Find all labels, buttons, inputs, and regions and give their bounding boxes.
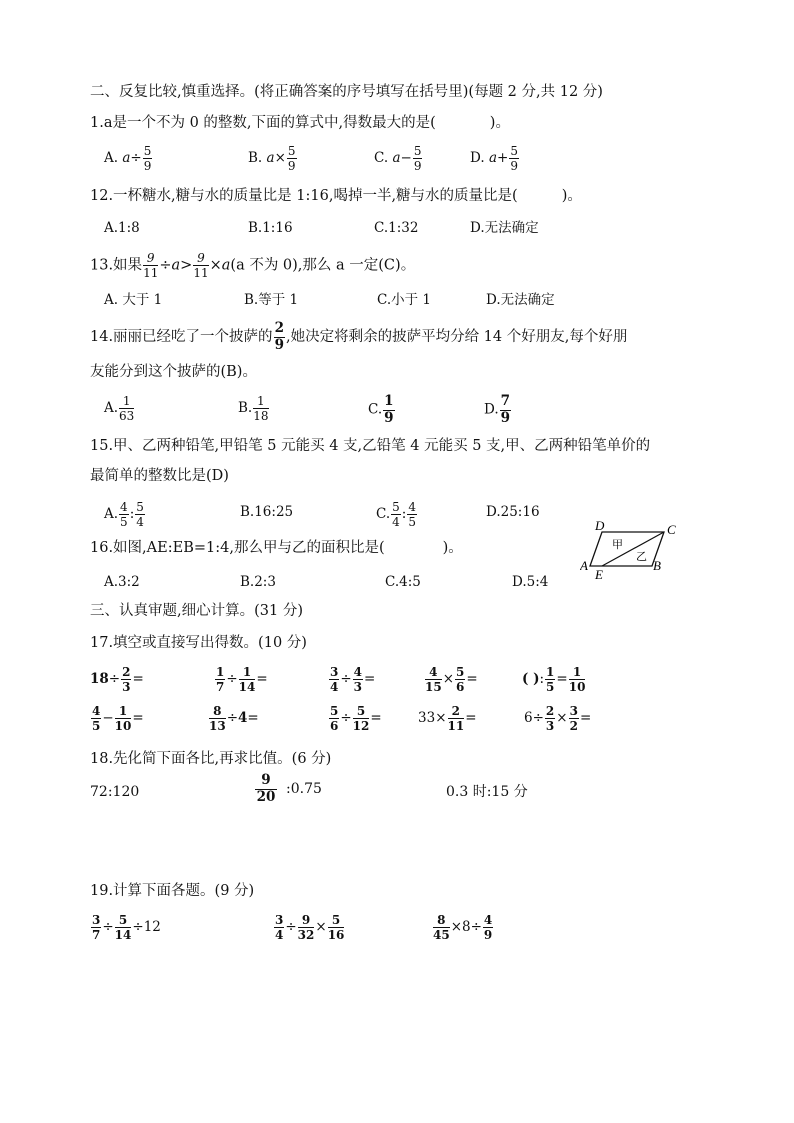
operator: = [466, 671, 478, 687]
numerator: 4 [483, 913, 493, 927]
numerator: 4 [353, 665, 363, 679]
numerator: 1 [384, 393, 394, 409]
number: 8 [462, 919, 471, 935]
operator: × [442, 671, 455, 687]
question-13-post: (a 不为 0),那么 a 一定(C)。 [230, 257, 416, 274]
question-15-line-2: 最简单的整数比是(D) [90, 468, 229, 484]
operator: = [256, 671, 268, 687]
question-12-stem: 12.一杯糖水,糖与水的质量比是 1:16,喝掉一半,糖与水的质量比是( [90, 188, 518, 204]
denominator: 13 [209, 719, 226, 733]
fraction [328, 914, 345, 941]
label-jia: 甲 [612, 538, 623, 551]
numerator: 4 [120, 500, 128, 514]
numerator: 5 [392, 500, 400, 514]
fraction [483, 914, 493, 941]
numerator: 3 [569, 704, 578, 718]
question-16-stem: 16.如图,AE:EB=1:4,那么甲与乙的面积比是( [90, 540, 385, 556]
numerator: 5 [115, 914, 132, 928]
fraction [274, 322, 285, 352]
operator: ÷ [102, 919, 114, 935]
fraction [209, 705, 226, 732]
option-14a [104, 395, 135, 422]
var-a: a [266, 150, 275, 166]
question-13-pre: 13.如果 [90, 257, 143, 274]
option-label: D. [484, 401, 499, 418]
operator: − [400, 150, 412, 166]
fraction [143, 145, 153, 172]
numerator: 9 [193, 252, 208, 266]
operator: ÷ [159, 257, 172, 274]
denominator: 5 [92, 719, 101, 733]
fraction [255, 774, 277, 804]
operator: = [247, 710, 259, 726]
denominator: 45 [433, 928, 450, 942]
numerator: 3 [275, 913, 284, 927]
denominator: 6 [456, 680, 465, 694]
option-13b: B.等于 1 [244, 292, 299, 308]
denominator: 5 [408, 515, 416, 529]
numerator: 4 [92, 704, 101, 718]
label-c: C [667, 522, 676, 537]
numerator: 5 [510, 144, 518, 158]
denominator: 14 [238, 680, 256, 694]
operator: = [465, 710, 477, 726]
operator: + [497, 150, 509, 166]
operator: ÷ [470, 919, 482, 935]
fraction [569, 705, 579, 732]
fraction [569, 666, 586, 693]
numerator: 1 [569, 666, 586, 680]
question-1-tail: )。 [489, 115, 510, 131]
calc-17-1 [90, 666, 144, 693]
numerator: 1 [216, 665, 225, 679]
denominator: 9 [500, 409, 511, 426]
denominator: 7 [216, 680, 225, 694]
var-a: a [488, 150, 497, 166]
option-1b [248, 145, 298, 172]
question-16-tail: )。 [442, 540, 463, 556]
option-label: C. [374, 150, 389, 166]
option-label: A. [104, 506, 119, 522]
numerator: 3 [330, 665, 339, 679]
calc-17-6 [90, 705, 144, 732]
parallelogram-figure [580, 518, 690, 582]
question-19-heading: 19.计算下面各题。(9 分) [90, 883, 255, 899]
denominator: 15 [425, 680, 442, 694]
operator: = [579, 710, 592, 726]
question-18-heading: 18.先化简下面各比,再求比值。(6 分) [90, 751, 332, 767]
denominator: 5 [546, 680, 555, 694]
calc-19-2 [273, 914, 345, 941]
fraction [298, 914, 315, 941]
number: 6 [524, 710, 533, 726]
numerator: 4 [408, 500, 416, 514]
number: 12 [143, 919, 161, 935]
option-label: D. [470, 150, 485, 166]
question-1 [90, 113, 510, 133]
calc-17-9 [418, 705, 477, 732]
var-a: a [171, 257, 181, 274]
fraction [455, 666, 465, 693]
section-2-heading: 二、反复比较,慎重选择。(将正确答案的序号填写在括号里)(每题 2 分,共 12 分) [90, 84, 603, 100]
var-a: a [392, 150, 401, 166]
calc-17-5 [522, 666, 586, 693]
question-12 [90, 186, 582, 206]
label-yi: 乙 [636, 550, 647, 563]
operator: = [132, 710, 144, 726]
numerator: 5 [143, 144, 152, 158]
fraction [407, 501, 417, 528]
operator: ÷ [132, 919, 144, 935]
option-15c [376, 501, 418, 528]
calc-17-3 [328, 666, 375, 693]
option-16b: B.2:3 [240, 574, 276, 590]
calc-19-1 [90, 914, 161, 941]
fraction [545, 666, 555, 693]
operator: ÷ [285, 919, 297, 935]
calc-17-4 [424, 666, 478, 693]
denominator: 14 [114, 928, 132, 942]
operator: × [435, 710, 447, 726]
numerator: 3 [92, 913, 101, 927]
label-b: B [653, 558, 661, 573]
operator: = [556, 671, 568, 687]
fraction [239, 666, 256, 693]
numerator: 8 [209, 705, 226, 719]
denominator: 3 [122, 680, 131, 694]
question-14-post: ,她决定将剩余的披萨平均分给 14 个好朋友,每个好朋 [285, 329, 628, 345]
option-15b: B.16:25 [240, 504, 294, 520]
numerator: 5 [456, 665, 465, 679]
option-label: A. [104, 150, 119, 166]
denominator: 4 [136, 515, 144, 529]
denominator: 10 [568, 680, 586, 694]
question-1-stem: 1.a是一个不为 0 的整数,下面的算式中,得数最大的是( [90, 115, 436, 131]
operator: − [102, 710, 114, 726]
fraction [115, 914, 132, 941]
operator: ÷ [340, 710, 352, 726]
denominator: 5 [120, 515, 128, 529]
operator: : [401, 506, 407, 522]
fraction [287, 145, 297, 172]
option-14c [368, 395, 396, 425]
option-12b: B.1:16 [248, 220, 293, 236]
operator: × [315, 919, 327, 935]
fraction [383, 395, 394, 425]
option-1c [374, 145, 423, 172]
fraction [253, 395, 268, 422]
numerator: 8 [433, 914, 450, 928]
question-14-pre: 14.丽丽已经吃了一个披萨的 [90, 329, 273, 345]
fraction [119, 501, 129, 528]
denominator: 12 [352, 719, 370, 733]
option-label: C. [376, 506, 391, 522]
option-13c: C.小于 1 [377, 292, 432, 308]
numerator: 5 [136, 500, 144, 514]
number: 33 [418, 710, 436, 726]
operator: ÷ [532, 710, 544, 726]
fraction [353, 666, 363, 693]
fraction [509, 145, 519, 172]
denominator: 4 [392, 515, 400, 529]
fraction [193, 252, 208, 279]
question-14-line-1 [90, 322, 627, 352]
question-16 [90, 538, 463, 558]
operator: × [209, 257, 222, 274]
numerator: 1 [119, 395, 134, 409]
numerator: 1 [253, 395, 268, 409]
option-16a: A.3:2 [104, 574, 140, 590]
number: 18 [90, 671, 109, 687]
operator: × [450, 919, 463, 935]
option-16d: D.5:4 [512, 574, 549, 590]
denominator: 20 [256, 788, 276, 805]
denominator: 18 [253, 409, 269, 423]
operator: = [132, 671, 144, 687]
calc-17-8 [328, 705, 382, 732]
denominator: 9 [287, 159, 296, 173]
denominator: 6 [330, 719, 339, 733]
question-13 [90, 252, 415, 279]
fraction [91, 914, 101, 941]
denominator: 4 [330, 680, 339, 694]
question-17-heading: 17.填空或直接写出得数。(10 分) [90, 635, 307, 651]
option-label: A. [104, 400, 119, 416]
fraction [500, 395, 511, 425]
numerator: 4 [425, 666, 442, 680]
fraction [329, 666, 339, 693]
label-e: E [595, 567, 603, 582]
numerator: 1 [115, 705, 132, 719]
answer-blank: ( ) [522, 671, 540, 687]
fraction [545, 705, 555, 732]
numerator: 1 [546, 665, 555, 679]
denominator: 11 [143, 266, 159, 280]
denominator: 3 [545, 719, 555, 733]
denominator: 10 [114, 719, 132, 733]
number: 4 [238, 710, 248, 726]
numerator: 9 [143, 252, 158, 266]
numerator: 5 [330, 704, 339, 718]
calc-17-10 [524, 705, 591, 732]
calc-17-7 [208, 705, 259, 732]
ratio-18b-tail: :0.75 [286, 781, 322, 797]
operator: ÷ [130, 150, 142, 166]
var-a: a [122, 150, 131, 166]
denominator: 9 [274, 336, 284, 353]
option-12d: D.无法确定 [470, 220, 539, 236]
option-15a [104, 501, 146, 528]
numerator: 7 [500, 393, 511, 409]
fraction [135, 501, 145, 528]
option-12a: A.1:8 [104, 220, 140, 236]
numerator: 5 [413, 144, 422, 158]
denominator: 9 [483, 928, 493, 942]
question-12-tail: )。 [561, 188, 582, 204]
numerator: 9 [298, 914, 315, 928]
denominator: 4 [275, 928, 284, 942]
calc-19-3 [432, 914, 494, 941]
calc-17-2 [214, 666, 268, 693]
option-12c: C.1:32 [374, 220, 419, 236]
fraction [329, 705, 339, 732]
operator: : [129, 506, 135, 522]
operator: = [370, 710, 382, 726]
option-13d: D.无法确定 [486, 292, 555, 308]
option-label: B. [248, 150, 263, 166]
denominator: 16 [327, 928, 345, 942]
operator: ÷ [226, 671, 238, 687]
option-16c: C.4:5 [385, 574, 421, 590]
denominator: 9 [384, 409, 394, 426]
fraction [215, 666, 225, 693]
denominator: 9 [143, 159, 152, 173]
fraction [115, 705, 132, 732]
fraction [448, 705, 465, 732]
fraction [425, 666, 442, 693]
fraction [119, 395, 134, 422]
denominator: 63 [119, 409, 135, 423]
numerator: 1 [239, 666, 256, 680]
option-label: B. [238, 400, 253, 416]
operator: × [274, 150, 286, 166]
numerator: 2 [545, 704, 555, 718]
numerator: 5 [328, 914, 345, 928]
denominator: 3 [353, 680, 363, 694]
denominator: 7 [92, 928, 101, 942]
fraction [274, 914, 284, 941]
denominator: 11 [193, 266, 209, 280]
label-d: D [595, 518, 605, 533]
denominator: 32 [297, 928, 315, 942]
operator: ÷ [340, 671, 352, 687]
question-14-line-2: 友能分到这个披萨的(B)。 [90, 364, 257, 380]
denominator: 9 [510, 159, 518, 173]
fraction [143, 252, 158, 279]
numerator: 2 [122, 665, 131, 679]
operator: ÷ [226, 710, 239, 726]
operator: ÷ [108, 671, 121, 687]
fraction [391, 501, 401, 528]
ratio-18b [254, 774, 322, 804]
operator: × [556, 710, 568, 726]
question-15-line-1: 15.甲、乙两种铅笔,甲铅笔 5 元能买 4 支,乙铅笔 4 元能买 5 支,甲、乙两种铅笔单价的 [90, 438, 651, 454]
denominator: 9 [413, 159, 422, 173]
numerator: 5 [353, 705, 370, 719]
option-14b [238, 395, 270, 422]
label-a: A [580, 558, 588, 573]
option-1a [104, 145, 153, 172]
operator: : [539, 671, 545, 687]
var-a: a [221, 257, 231, 274]
fraction [121, 666, 131, 693]
option-13a: A. 大于 1 [104, 292, 163, 308]
ratio-18a: 72:120 [90, 784, 140, 800]
fraction [353, 705, 370, 732]
numerator: 2 [274, 320, 284, 336]
operator: > [180, 257, 193, 274]
fraction [413, 145, 423, 172]
option-15d: D.25:16 [486, 504, 540, 520]
option-1d [470, 145, 520, 172]
option-14d [484, 395, 512, 425]
operator: = [364, 671, 376, 687]
denominator: 2 [569, 719, 578, 733]
option-label: C. [368, 401, 383, 418]
numerator: 2 [448, 705, 465, 719]
denominator: 11 [447, 719, 465, 733]
numerator: 9 [255, 774, 277, 790]
fraction [433, 914, 450, 941]
fraction [91, 705, 101, 732]
section-3-heading: 三、认真审题,细心计算。(31 分) [90, 603, 303, 619]
ratio-18c: 0.3 时:15 分 [446, 784, 528, 800]
numerator: 5 [287, 144, 296, 158]
